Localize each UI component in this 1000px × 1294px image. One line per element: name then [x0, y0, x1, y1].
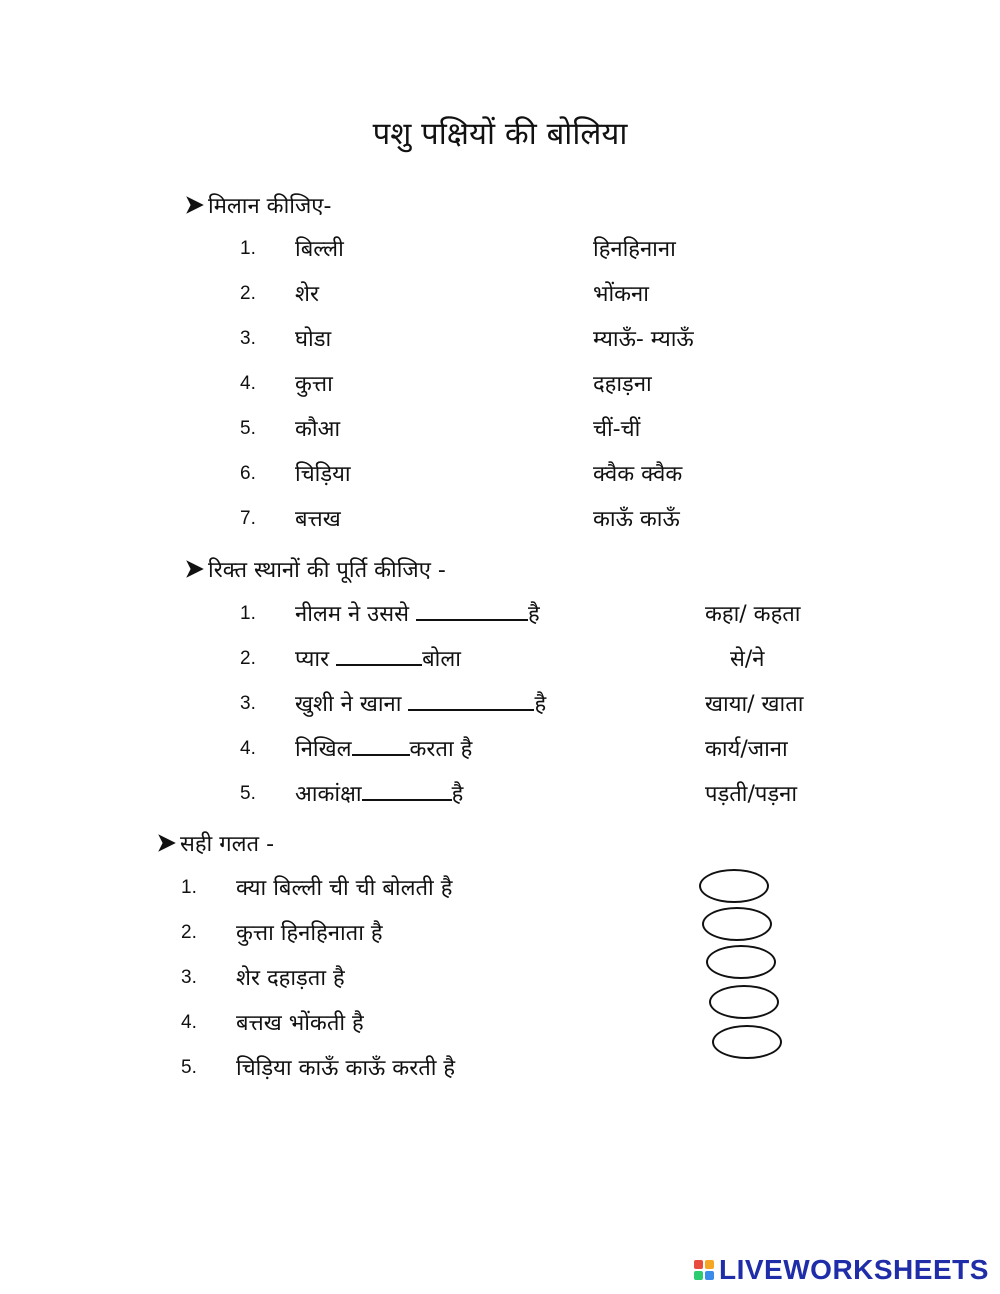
fill-blank[interactable]	[416, 618, 528, 621]
match-sound: क्वैक क्वैक	[593, 462, 683, 487]
fill-blank[interactable]	[408, 708, 534, 711]
fill-text-after: है	[534, 692, 547, 717]
match-animal: शेर	[295, 282, 319, 307]
match-heading-text: मिलान कीजिए-	[208, 194, 332, 219]
page-title: पशु पक्षियों की बोलिया	[372, 116, 628, 152]
truefalse-number: 2.	[181, 922, 197, 943]
fill-number: 3.	[240, 693, 256, 714]
match-sound: काऊँ काऊँ	[593, 507, 680, 532]
fill-blank[interactable]	[362, 798, 452, 801]
liveworksheets-logo-text: LIVEWORKSHEETS	[719, 1254, 989, 1285]
match-section-heading	[184, 190, 331, 220]
match-number: 5.	[240, 418, 256, 439]
answer-oval[interactable]	[699, 869, 769, 903]
truefalse-statement: बत्तख भोंकती है	[236, 1011, 364, 1036]
fill-sentence	[295, 778, 463, 808]
fill-options: कहा/ कहता	[705, 602, 801, 627]
answer-oval[interactable]	[712, 1025, 782, 1059]
match-animal: चिड़िया	[295, 462, 351, 487]
logo-square-green	[694, 1271, 703, 1280]
logo-square-red	[694, 1260, 703, 1269]
truefalse-statement: चिड़िया काऊँ काऊँ करती है	[236, 1056, 456, 1081]
fill-number: 5.	[240, 783, 256, 804]
match-number: 4.	[240, 373, 256, 394]
liveworksheets-logo-icon	[694, 1260, 714, 1280]
logo-square-orange	[705, 1260, 714, 1269]
match-number: 7.	[240, 508, 256, 529]
fill-text-after: है	[527, 602, 540, 627]
fill-number: 2.	[240, 648, 256, 669]
fill-options: पड़ती/पड़ना	[705, 782, 798, 807]
fill-number: 1.	[240, 603, 256, 624]
logo-square-blue	[705, 1271, 714, 1280]
fill-options: कार्य/जाना	[705, 737, 788, 762]
arrow-bullet-icon	[184, 194, 206, 216]
match-animal: कुत्ता	[295, 372, 333, 397]
arrow-bullet-icon	[156, 832, 178, 854]
arrow-bullet-icon	[184, 558, 206, 580]
match-animal: कौआ	[295, 417, 341, 442]
match-number: 1.	[240, 238, 256, 259]
truefalse-statement: क्या बिल्ली ची ची बोलती है	[236, 876, 453, 901]
fill-options: खाया/ खाता	[705, 692, 804, 717]
answer-oval[interactable]	[706, 945, 776, 979]
match-animal: बिल्ली	[295, 237, 344, 262]
match-number: 3.	[240, 328, 256, 349]
match-sound: भोंकना	[593, 282, 649, 307]
truefalse-section-heading	[156, 828, 274, 858]
fill-text-before: खुशी ने खाना	[295, 692, 409, 717]
truefalse-number: 4.	[181, 1012, 197, 1033]
match-animal: घोडा	[295, 327, 332, 352]
fill-heading-text: रिक्त स्थानों की पूर्ति कीजिए -	[208, 558, 446, 583]
fill-text-after: है	[451, 782, 464, 807]
truefalse-statement: शेर दहाड़ता है	[236, 966, 345, 991]
truefalse-heading-text: सही गलत -	[180, 832, 275, 857]
match-sound: दहाड़ना	[593, 372, 652, 397]
truefalse-number: 3.	[181, 967, 197, 988]
fill-text-after: बोला	[422, 647, 461, 672]
fill-text-before: निखिल	[295, 737, 352, 762]
fill-text-before: नीलम ने उससे	[295, 602, 416, 627]
answer-oval[interactable]	[709, 985, 779, 1019]
truefalse-number: 1.	[181, 877, 197, 898]
fill-text-before: प्यार	[295, 647, 337, 672]
fill-section-heading	[184, 554, 446, 584]
fill-blank[interactable]	[336, 663, 422, 666]
fill-sentence	[295, 688, 546, 718]
truefalse-number: 5.	[181, 1057, 197, 1078]
fill-sentence	[295, 733, 472, 763]
fill-options: से/ने	[730, 647, 765, 672]
answer-oval[interactable]	[702, 907, 772, 941]
fill-text-after: करता है	[409, 737, 473, 762]
fill-text-before: आकांक्षा	[295, 782, 362, 807]
fill-number: 4.	[240, 738, 256, 759]
match-sound: चीं-चीं	[593, 417, 641, 442]
fill-sentence	[295, 643, 461, 673]
fill-sentence	[295, 598, 540, 628]
match-sound: म्याऊँ- म्याऊँ	[593, 327, 694, 352]
match-number: 2.	[240, 283, 256, 304]
fill-blank[interactable]	[352, 753, 410, 756]
match-sound: हिनहिनाना	[593, 237, 676, 262]
match-number: 6.	[240, 463, 256, 484]
liveworksheets-logo	[694, 1254, 989, 1286]
truefalse-statement: कुत्ता हिनहिनाता है	[236, 921, 383, 946]
match-animal: बत्तख	[295, 507, 341, 532]
